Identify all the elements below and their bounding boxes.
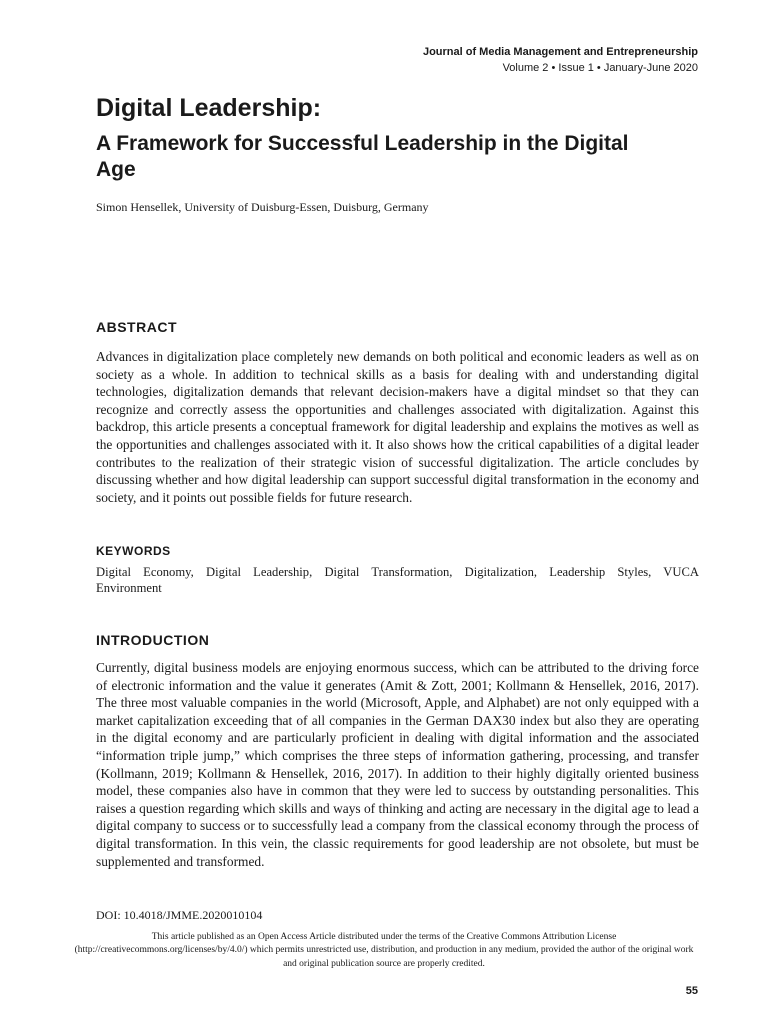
abstract-heading: ABSTRACT bbox=[96, 319, 177, 335]
journal-issue: Volume 2 • Issue 1 • January-June 2020 bbox=[502, 62, 698, 74]
introduction-text: Currently, digital business models are enjoying enormous success, which can be attributed to the driving force of electronic information and the value it generates (Amit & Zott, 2001; Kollmann & Hensellek, 2016, 2017). The three most valuable companies in the world (Microsoft, Apple, and Alphabet) are not only equipped with a market capitalization exceeding that of all companies in the German DAX30 index but also they are operating in the digital economy and are particularly proficient in dealing with digital information and the associated “information triple jump,” which comprises the three steps of information gathering, processing, and transfer (Kollmann, 2019; Kollmann & Hensellek, 2016, 2017). In addition to their highly digitally oriented business model, these companies also have in common that they were led to success by outstanding personalities. This raises a question regarding which skills and ways of thinking and acting are necessary in the digital age to lead a digital company to success or to successfully lead a company from the classical economy through the process of digital transformation. In this vein, the classic requirements for good leadership are not obsolete, but must be supplemented and transformed. bbox=[96, 660, 699, 869]
page-number: 55 bbox=[685, 985, 698, 997]
abstract-text: Advances in digitalization place completely new demands on both political and economic leaders as well as on society as a whole. In addition to technical skills as a basis for dealing with and understanding digital technologies, digitalization demands that relevant decision-makers have a digital mindset so that they can recognize and correctly assess the opportunities and challenges associated with digitalization. Against this backdrop, this article presents a conceptual framework for digital leadership and explains the motives as well as the opportunities and challenges associated with it. It also shows how the critical capabilities of a digital leader contributes to the realization of their strategic vision of successful digitalization. The article concludes by discussing whether and how digital leadership can support successful digital transformation in the economy and society, and it points out possible fields for future research. bbox=[96, 349, 699, 505]
journal-header bbox=[423, 44, 698, 76]
article-title: Digital Leadership: bbox=[96, 94, 322, 122]
keywords-heading: KEYWORDS bbox=[96, 544, 171, 558]
journal-name: Journal of Media Management and Entrepreneurship bbox=[422, 46, 698, 58]
doi: DOI: 10.4018/JMME.2020010104 bbox=[96, 908, 263, 922]
article-subtitle: A Framework for Successful Leadership in the Digital Age bbox=[96, 132, 629, 181]
license-notice: This article published as an Open Access Article distributed under the terms of the Creative Commons Attribution License (http://creativecommons.org/licenses/by/4.0/) which permits unrestricted use, distribution, and production in any medium, provided the author of the original work and original publication source are properly credited. bbox=[74, 932, 694, 969]
author-affiliation: Simon Hensellek, University of Duisburg-Essen, Duisburg, Germany bbox=[96, 200, 429, 214]
keywords-text: Digital Economy, Digital Leadership, Digital Transformation, Digitalization, Leadership Styles, VUCA Environment bbox=[96, 565, 699, 595]
introduction-heading: INTRODUCTION bbox=[96, 632, 210, 648]
